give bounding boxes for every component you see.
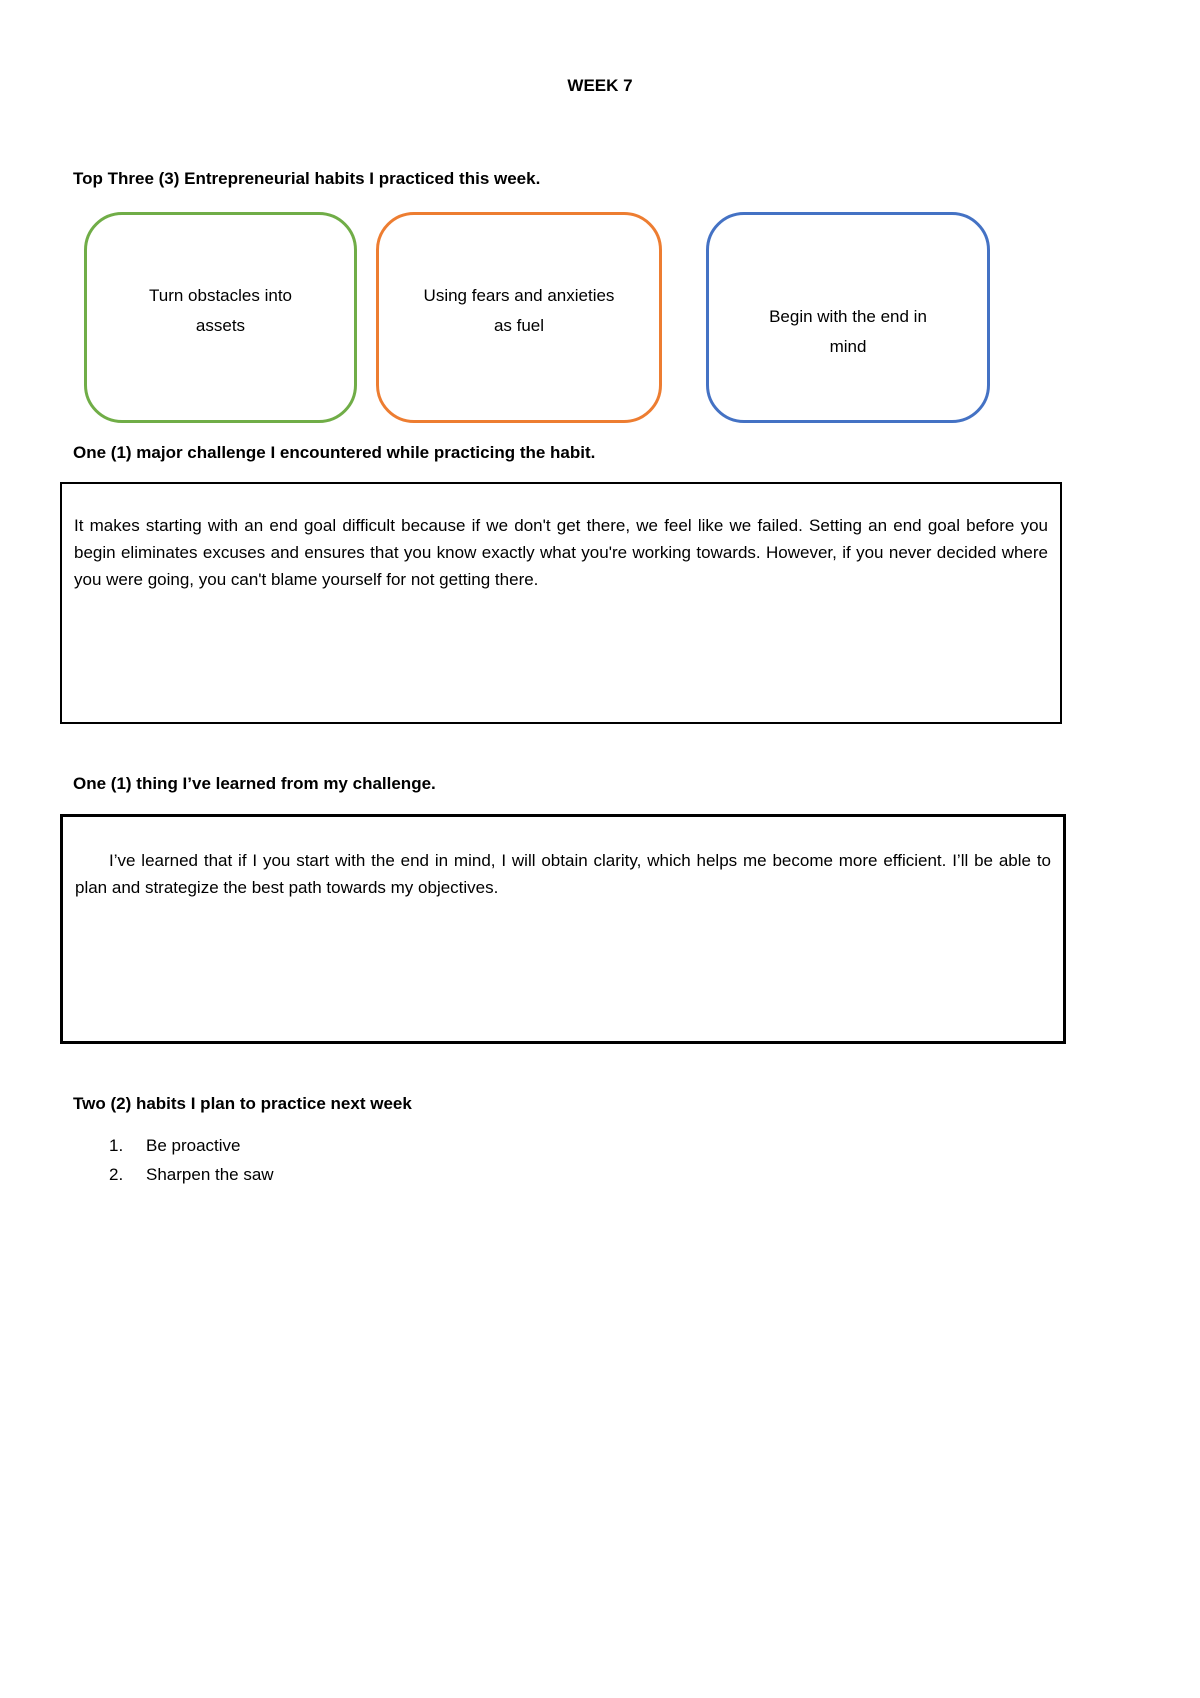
list-item: [73, 1131, 274, 1160]
next-week-heading: Two (2) habits I plan to practice next week: [73, 1094, 412, 1113]
habit-card-text: Turn obstacles into assets: [149, 285, 292, 335]
habit-card-1: [84, 212, 357, 423]
list-item-number: 2.: [109, 1165, 124, 1184]
learned-response-box: [60, 814, 1066, 1044]
habit-card-3: [706, 212, 990, 423]
habit-card-text: Begin with the end in mind: [769, 306, 927, 356]
next-week-habits-list: [73, 1131, 274, 1189]
learned-heading: One (1) thing I’ve learned from my challenge.: [73, 774, 436, 793]
list-item: [73, 1160, 274, 1189]
page-title: WEEK 7: [567, 76, 633, 95]
list-item-text: Sharpen the saw: [146, 1165, 274, 1184]
challenge-heading: One (1) major challenge I encountered while practicing the habit.: [73, 443, 596, 462]
challenge-text: It makes starting with an end goal difficult because if we don't get there, we feel like we failed. Setting an end goal before you begin eliminates excuses and ensures that you know exactly what you're working towards. However, if you never decided where you were going, you can't blame yourself for not getting there.: [74, 516, 1048, 589]
learned-text: I’ve learned that if I you start with the end in mind, I will obtain clarity, which helps me become more efficient. I’ll be able to plan and strategize the best path towards my objectives.: [75, 851, 1051, 897]
habit-card-2: [376, 212, 662, 423]
list-item-number: 1.: [109, 1136, 124, 1155]
challenge-response-box: [60, 482, 1062, 724]
habit-card-text: Using fears and anxieties as fuel: [423, 285, 615, 335]
list-item-text: Be proactive: [146, 1136, 241, 1155]
top-habits-heading: Top Three (3) Entrepreneurial habits I practiced this week.: [73, 169, 541, 188]
